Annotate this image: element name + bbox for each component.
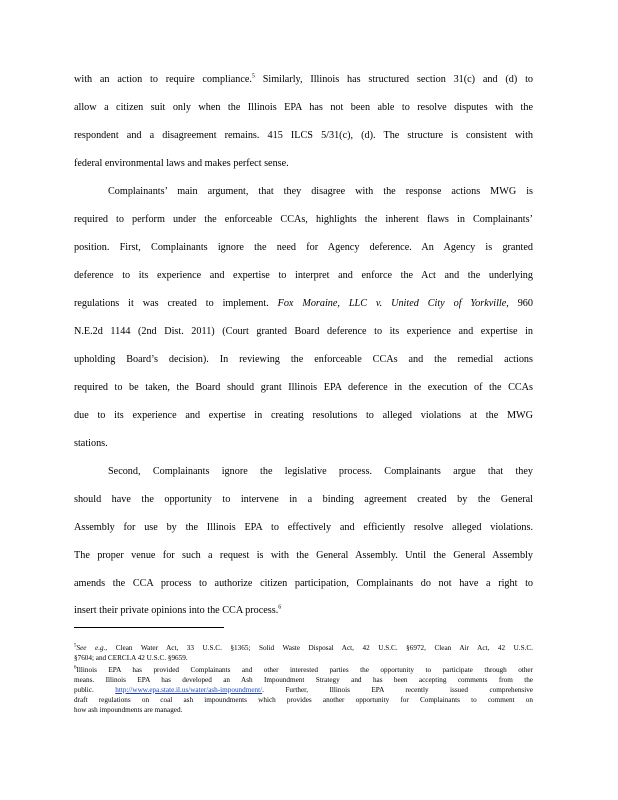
line-text: insert their private opinions into the CCA process. [74, 605, 279, 616]
body-line [74, 297, 533, 310]
body-line: amends the CCA process to authorize citizen participation, Complainants do not have a right to [74, 578, 533, 589]
line-text: regulations it was created to implement. [74, 298, 269, 309]
body-line: Second, Complainants ignore the legislative process. Complainants argue that they [108, 466, 533, 477]
body-line: allow a citizen suit only when the Illinois EPA has not been able to resolve disputes with the [74, 102, 533, 113]
footnote-number: 5 [74, 643, 77, 649]
footnote-divider [74, 627, 224, 628]
footnote-ref[interactable]: 6 [278, 604, 282, 611]
body-line: due to its experience and expertise in creating resolutions to alleged violations at the MWG [74, 410, 533, 421]
line-text: 960 [508, 298, 533, 309]
body-line: required to be taken, the Board should grant Illinois EPA deference in the execution of the CCAs [74, 382, 533, 393]
body-line: federal environmental laws and makes perfect sense. [74, 158, 289, 169]
body-line [74, 73, 533, 86]
case-citation: Fox Moraine, LLC v. United City of Yorkville, [268, 298, 509, 309]
body-line: stations. [74, 438, 108, 449]
footnote-signal: See e.g., [76, 644, 108, 652]
body-line: respondent and a disagreement remains. 415 ILCS 5/31(c), (d). The structure is consistent with [74, 130, 533, 141]
footnote-text: Clean Water Act, 33 U.S.C. §1365; Solid Waste Disposal Act, 42 U.S.C. §6972, Clean Air Act, 42 U.S.C. [107, 644, 533, 652]
body-line: should have the opportunity to intervene in a binding agreement created by the General [74, 494, 533, 505]
footnote-6-cont: means. Illinois EPA has developed an Ash Impoundment Strategy and has been accepting comments from the [74, 676, 533, 684]
footnote-6-cont [74, 685, 533, 695]
line-text: with an action to require compliance. [74, 74, 252, 85]
footnote-link[interactable]: http://www.epa.state.il.us/water/ash-impoundment/ [115, 686, 263, 694]
body-line: The proper venue for such a request is with the General Assembly. Until the General Assembly [74, 550, 533, 561]
footnote-5 [74, 643, 533, 653]
footnote-ref[interactable]: 5 [251, 73, 255, 80]
body-line: required to perform under the enforceable CCAs, highlights the inherent flaws in Complainants’ [74, 214, 533, 225]
body-line: Assembly for use by the Illinois EPA to effectively and efficiently resolve alleged violations. [74, 522, 533, 533]
body-line: deference to its experience and expertise to interpret and enforce the Act and the underlying [74, 270, 533, 281]
footnote-5-cont: §7604; and CERCLA 42 U.S.C. §9659. [74, 654, 188, 662]
body-line: upholding Board’s decision). In reviewing the enforceable CCAs and the remedial actions [74, 354, 533, 365]
line-text: Similarly, Illinois has structured section 31(c) and (d) to [254, 74, 534, 85]
footnote-6-cont: how ash impoundments are managed. [74, 706, 183, 714]
footnote-text: public. [74, 686, 94, 694]
footnote-6 [74, 665, 533, 675]
footnote-text: Illinois EPA has provided Complainants and other interested parties the opportunity to participate through other [76, 666, 533, 674]
footnote-number: 6 [74, 665, 77, 671]
footnote-text: . Further, Illinois EPA recently issued comprehensive [262, 686, 533, 694]
body-line: Complainants’ main argument, that they disagree with the response actions MWG is [108, 186, 533, 197]
footnote-6-cont: draft regulations on coal ash impoundments which provides another opportunity for Complainants to comment on [74, 696, 533, 704]
body-line: position. First, Complainants ignore the need for Agency deference. An Agency is granted [74, 242, 533, 253]
body-line [74, 604, 533, 617]
body-line: N.E.2d 1144 (2nd Dist. 2011) (Court granted Board deference to its experience and expertise in [74, 326, 533, 337]
